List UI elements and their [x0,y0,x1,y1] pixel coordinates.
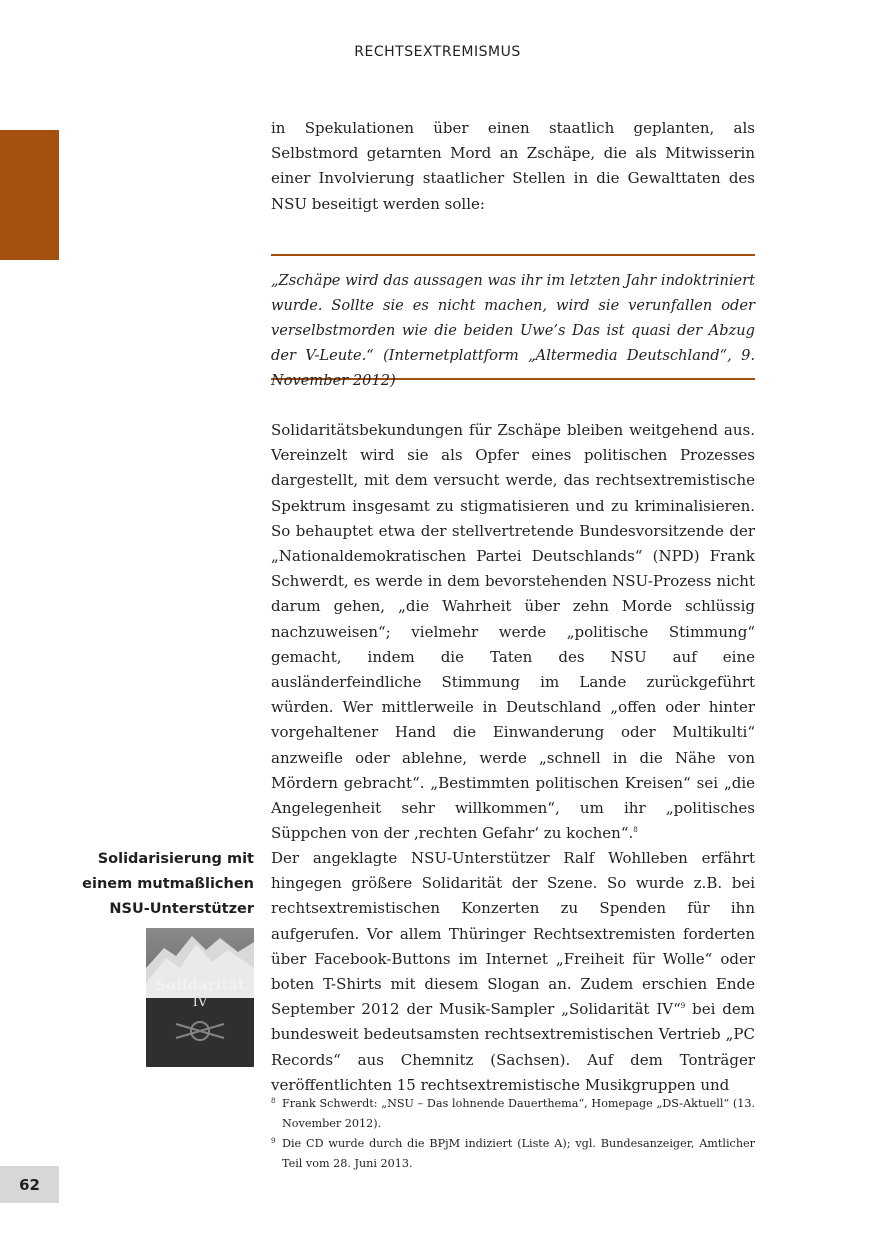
page-number: 62 [0,1166,59,1203]
cd-cover-image [146,928,254,1067]
paragraph-wohlleben-body-a: Der angeklagte NSU-Unterstützer Ralf Wohlleben erfährt hingegen größere Solidarität der Szene. So wurde z.B. bei rechtsextremistischen Konzerten zu Spenden für ihn aufgerufen. Vor allem Thüringer Rechtsextremisten forderten über Facebook-Buttons im Internet „Freiheit für Wolle“ oder boten T-Shirts mit diesem Slogan an. Zudem erschien Ende September 2012 der Musik-Sampler „Solidarität IV“ [271,849,755,1019]
paragraph-solidarity-text [271,418,755,846]
cd-cover-numeral: IV [192,995,208,1010]
intro-paragraph [271,116,755,217]
paragraph-wohlleben-text [271,846,755,1098]
cd-cover-title: Solidarität [155,976,245,994]
quote-box [271,254,755,389]
paragraph-wohlleben-body-b: bei dem bundesweit bedeutsamsten rechtsextremistischen Vertrieb „PC Records“ aus Chemnitz (Sachsen). Auf dem Tonträger veröffentlichten 15 rechtsextremistische Musikgruppen und [271,1000,756,1094]
chapter-color-tab [0,130,59,260]
paragraph-solidarity [271,418,755,846]
footnote-text: Die CD wurde durch die BPjM indiziert (Liste A); vgl. Bundesanzeiger, Amtlicher Teil vom 28. Juni 2013. [282,1137,755,1170]
quote-text: „Zschäpe wird das aussagen was ihr im letzten Jahr indoktriniert wurde. Sollte sie es nicht machen, wird sie verunfallen oder verselbstmorden wie die beiden Uwe’s Das ist quasi der Abzug der V-Leute.“ [271,272,755,364]
footnote-8 [271,1094,755,1134]
footnote-9 [271,1134,755,1174]
footnotes [271,1094,755,1174]
footnote-text: Frank Schwerdt: „NSU – Das lohnende Dauerthema“, Homepage „DS-Aktuell“ (13. November 2012). [282,1097,755,1130]
footnote-ref-9: 9 [680,1002,686,1011]
quote-block [271,268,755,393]
footnote-number: 8 [271,1097,276,1105]
running-header: RECHTSEXTREMISMUS [354,44,521,60]
paragraph-wohlleben [271,846,755,1098]
footnote-number: 9 [271,1137,276,1145]
paragraph-solidarity-body: Solidaritätsbekundungen für Zschäpe bleiben weitgehend aus. Vereinzelt wird sie als Opfer eines politischen Prozesses dargestellt, mit dem versucht werde, das rechtsextremistische Spektrum insgesamt zu stigmatisieren und zu kriminalisieren. So behauptet etwa der stellvertretende Bundesvorsitzende der „Nationaldemokratischen Partei Deutschlands“ (NPD) Frank Schwerdt, es werde in dem bevorstehenden NSU-Prozess nicht darum gehen, „die Wahrheit über zehn Morde schlüssig nachzuweisen“; vielmehr werde „politische Stimmung“ gemacht, indem die Taten des NSU auf eine ausländerfeindliche Stimmung im Lande zurückgeführt würden. Wer mittlerweile in Deutschland „offen oder hinter vorgehaltener Hand die Einwanderung oder Multikulti“ anzweifle oder ablehne, werde „schnell in die Nähe von Mördern gebracht“. „Bestimmten politischen Kreisen“ sei „die Angelegenheit sehr willkommen“, um ihr „politisches Süppchen von der ‚rechten Gefahr‘ zu kochen“. [271,421,755,843]
quote-source: (Internetplattform „Altermedia Deutschland“, 9. November 2012) [271,347,755,389]
cd-cover-illustration [146,928,254,1067]
intro-paragraph-text: in Spekulationen über einen staatlich geplanten, als Selbstmord getarnten Mord an Zschäpe, die als Mitwisserin einer Involvierung staatlicher Stellen in die Gewalttaten des NSU beseitigt werden solle: [271,119,755,213]
footnote-ref-8: 8 [633,826,638,835]
side-heading: Solidarisierung mit einem mutmaßlichen NSU-Unterstützer [82,851,254,917]
